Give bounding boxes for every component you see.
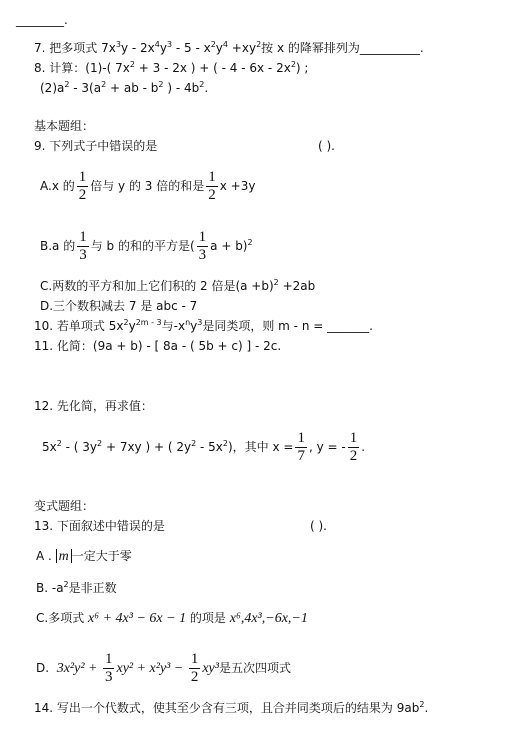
answer-blank: __________ <box>359 41 420 55</box>
question-number: 8. <box>34 61 46 75</box>
section-heading-variant: 变式题组： <box>34 499 95 513</box>
fraction: $\frac{1}{3}$ <box>198 229 207 263</box>
fraction: $\frac{1}{3}$ <box>79 229 87 263</box>
question-13: 13. 下面叙述中错误的是 <box>34 519 165 533</box>
question-number: 14. <box>34 701 54 715</box>
question-8-part-2: $(2)a^2 - 3(a^2$ + ab - $b^2$ ) - $4b^2$. <box>40 80 209 95</box>
question-number: 12. <box>34 399 54 413</box>
fraction: $\frac{1}{7}$ <box>297 430 305 464</box>
question-10: 10. 若单项式 $5x^2y^{2m - 3}$与$-x^ny^3$是同类项，则 m - n = _______. <box>34 318 373 333</box>
question-9: 9. 下列式子中错误的是 <box>34 139 158 153</box>
section-heading-basic: 基本题组： <box>34 119 95 133</box>
question-number: 11. <box>34 339 54 353</box>
question-number: 13. <box>34 519 54 533</box>
question-number: 9. <box>34 139 46 153</box>
absolute-value: m <box>56 549 72 563</box>
fraction: $\frac{1}{2}$ <box>349 430 358 464</box>
question-number: 10. <box>34 319 54 333</box>
question-14: 14. 写出一个代数式，使其至少含有三项，且合并同类项后的结果为 $9ab^2$. <box>34 700 429 715</box>
answer-blank: ________ <box>16 13 64 27</box>
question-11: 11. 化简：(9a + b) - [ 8a - ( 5b + c) ] - 2c. <box>34 339 282 353</box>
top-line: ________. <box>16 13 68 27</box>
option-a: A.x 的 $\frac{1}{2}$ 倍与 y 的 3 倍的和是 $\frac{1}{2}$ x +3y <box>40 169 256 203</box>
option-c: C.两数的平方和加上它们积的 2 倍是$(a +b)^2 +2ab$ <box>40 278 316 293</box>
fraction: $\frac{1}{3}$ <box>104 651 113 685</box>
fraction: $\frac{1}{2}$ <box>78 169 87 203</box>
option-c: C.多项式 x⁶ + 4x³ − 6x − 1 的项是 x⁶,4x³,−6x,−1 <box>36 611 308 626</box>
option-b: B.a 的 $\frac{1}{3}$ 与 b 的和的平方是( $\frac{1}{3}$ a + b)$^2$ <box>40 229 253 263</box>
answer-paren: ( ). <box>310 519 327 533</box>
polynomial-terms: x⁶,4x³,−6x,−1 <box>229 611 308 626</box>
answer-paren: ( ). <box>318 139 335 153</box>
fraction: $\frac{1}{2}$ <box>190 651 199 685</box>
polynomial: x⁶ + 4x³ − 6x − 1 <box>88 611 187 626</box>
option-d: D. 3x²y² + $\frac{1}{3}$ xy² + x²y³ − $\frac{1}{2}$ xy³是五次四项式 <box>36 651 291 685</box>
question-12: 12. 先化简，再求值： <box>34 399 153 413</box>
question-12-expression: $5x^2$ - ( $3y^2 + 7xy$ ) + ( $2y^2 - 5x^2$)，其中 x = $\frac{1}{7}$ , y = - $\frac{1}{2}$ . <box>42 430 366 464</box>
question-number: 7. <box>34 41 46 55</box>
option-a: A . m 一定大于零 <box>36 549 132 564</box>
question-7: 7. 把多项式 $7x^3y - 2x^4y^3 - 5 - x^2y^4 +xy^2$按 x 的降幂排列为__________. <box>34 40 424 55</box>
option-d: D.三个数积减去 7 是 abc - 7 <box>40 299 198 313</box>
option-b: B. $-a^2$是非正数 <box>36 580 117 595</box>
fraction: $\frac{1}{2}$ <box>208 169 216 203</box>
answer-blank: _______ <box>327 319 370 333</box>
question-8: 8. 计算：(1)-( $7x^2 + 3 - 2x$ ) + ( - $4 - 6x - 2x^2$) ; <box>34 60 309 75</box>
